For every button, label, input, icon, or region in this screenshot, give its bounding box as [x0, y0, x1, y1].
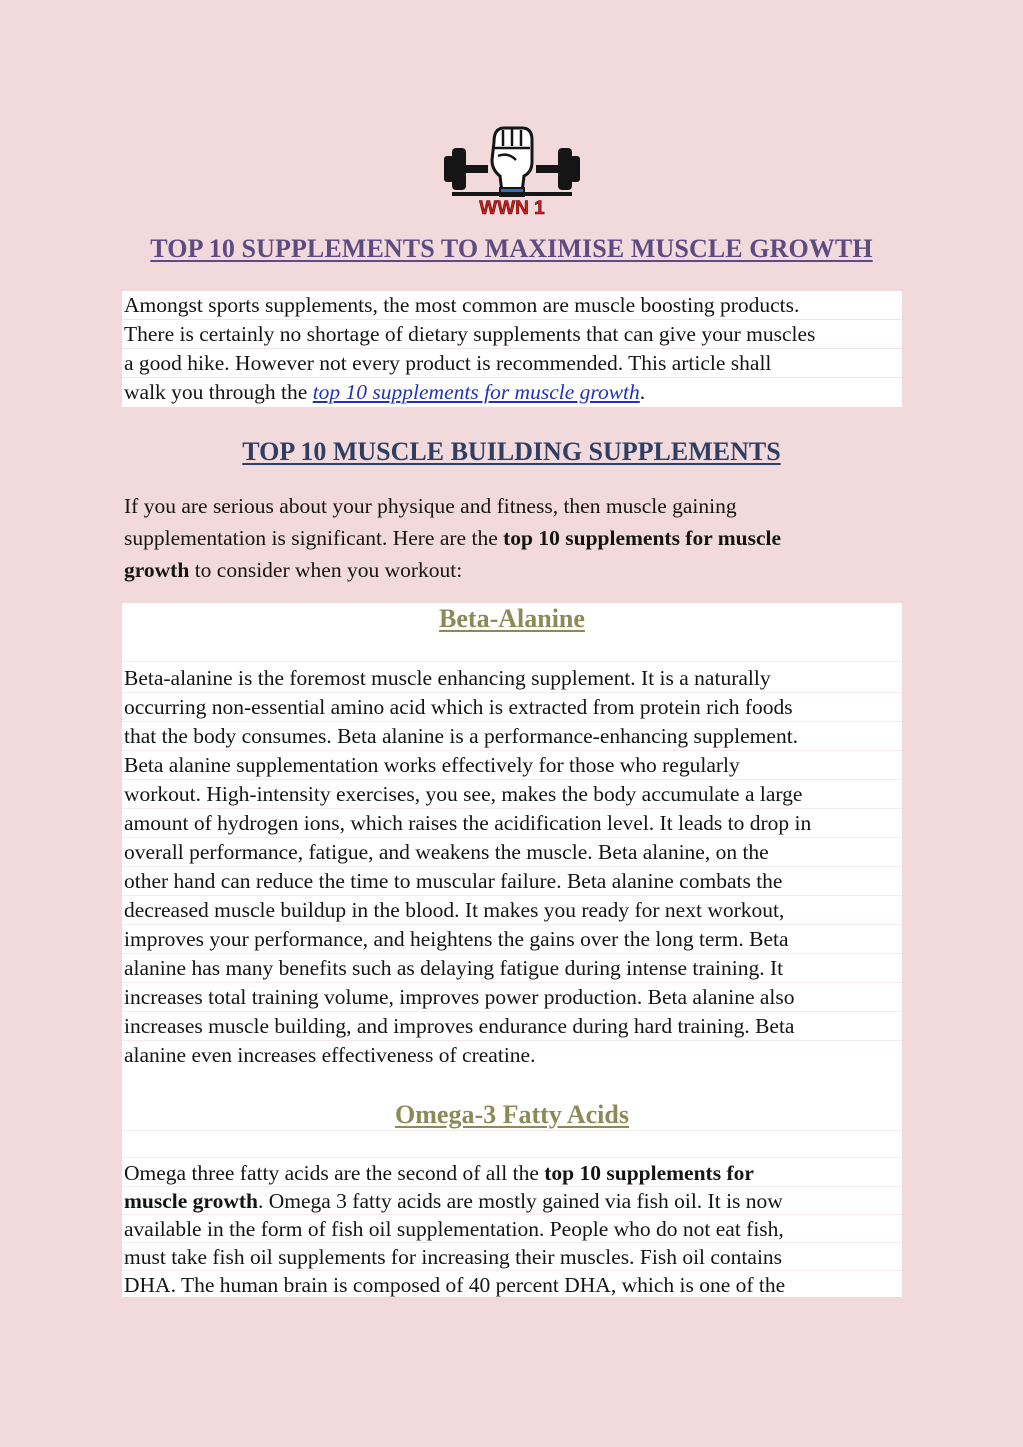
lead-line: [124, 554, 904, 586]
logo-text: WWN 1: [479, 198, 545, 216]
supplements-link[interactable]: top 10 supplements for muscle growth: [312, 380, 640, 404]
beta-line: that the body consumes. Beta alanine is a performance-enhancing supplement.: [122, 722, 902, 751]
beta-line: alanine has many benefits such as delaying fatigue during intense training. It: [122, 954, 902, 983]
omega-bold-text: muscle growth: [124, 1189, 258, 1213]
beta-line: amount of hydrogen ions, which raises the acidification level. It leads to drop in: [122, 809, 902, 838]
omega-line-prefix: Omega three fatty acids are the second of all the: [124, 1161, 545, 1185]
omega-line: [122, 1187, 902, 1215]
omega-line: DHA. The human brain is composed of 40 percent DHA, which is one of the: [124, 1273, 786, 1297]
intro-line: Amongst sports supplements, the most common are muscle boosting products.: [122, 291, 902, 320]
supplements-card: [122, 603, 902, 1297]
intro-line-suffix: .: [639, 380, 646, 404]
lead-bold-text: growth: [124, 558, 190, 582]
lead-line: [124, 522, 904, 554]
beta-line: Beta alanine supplementation works effectively for those who regularly: [122, 751, 902, 780]
beta-alanine-paragraph: [122, 664, 902, 1070]
intro-line-prefix: walk you through the: [124, 380, 313, 404]
wwn-logo: [442, 122, 582, 216]
lead-line-suffix: to consider when you workout:: [189, 558, 463, 582]
omega-line: available in the form of fish oil supplementation. People who do not eat fish,: [122, 1215, 902, 1243]
omega-3-paragraph: [122, 1159, 902, 1299]
section-heading: TOP 10 MUSCLE BUILDING SUPPLEMENTS: [242, 437, 781, 466]
dumbbell-right-icon: [536, 148, 580, 190]
beta-line: workout. High-intensity exercises, you see, makes the body accumulate a large: [122, 780, 902, 809]
omega-bold-text: top 10 supplements for: [544, 1161, 754, 1185]
beta-line: alanine even increases effectiveness of creatine.: [124, 1043, 536, 1067]
beta-line: occurring non-essential amino acid which is extracted from protein rich foods: [122, 693, 902, 722]
dumbbell-left-icon: [444, 148, 488, 190]
intro-line: [122, 378, 902, 407]
intro-line: a good hike. However not every product is recommended. This article shall: [122, 349, 902, 378]
lead-line-prefix: supplementation is significant. Here are the: [124, 526, 504, 550]
beta-line: overall performance, fatigue, and weakens the muscle. Beta alanine, on the: [122, 838, 902, 867]
fist-icon: [492, 128, 532, 196]
beta-line: improves your performance, and heightens the gains over the long term. Beta: [122, 925, 902, 954]
omega-line: [122, 1159, 902, 1187]
divider: [122, 1130, 902, 1131]
beta-line: decreased muscle buildup in the blood. It makes you ready for next workout,: [122, 896, 902, 925]
beta-line: other hand can reduce the time to muscular failure. Beta alanine combats the: [122, 867, 902, 896]
beta-line: increases muscle building, and improves endurance during hard training. Beta: [122, 1012, 902, 1041]
beta-line: increases total training volume, improves power production. Beta alanine also: [122, 983, 902, 1012]
intro-paragraph: [122, 291, 902, 407]
lead-bold-text: top 10 supplements for muscle: [503, 526, 782, 550]
intro-line: There is certainly no shortage of dietary supplements that can give your muscles: [122, 320, 902, 349]
lead-line: If you are serious about your physique and fitness, then muscle gaining: [124, 494, 737, 518]
divider: [122, 661, 902, 662]
beta-alanine-heading: Beta-Alanine: [439, 604, 585, 633]
omega-3-heading: Omega-3 Fatty Acids: [395, 1100, 629, 1129]
omega-line: must take fish oil supplements for increasing their muscles. Fish oil contains: [122, 1243, 902, 1271]
omega-line-suffix: . Omega 3 fatty acids are mostly gained via fish oil. It is now: [257, 1189, 783, 1213]
divider: [122, 1157, 902, 1158]
page-title: TOP 10 SUPPLEMENTS TO MAXIMISE MUSCLE GROWTH: [150, 234, 873, 263]
beta-line: Beta-alanine is the foremost muscle enhancing supplement. It is a naturally: [122, 664, 902, 693]
lead-paragraph: [124, 490, 904, 586]
